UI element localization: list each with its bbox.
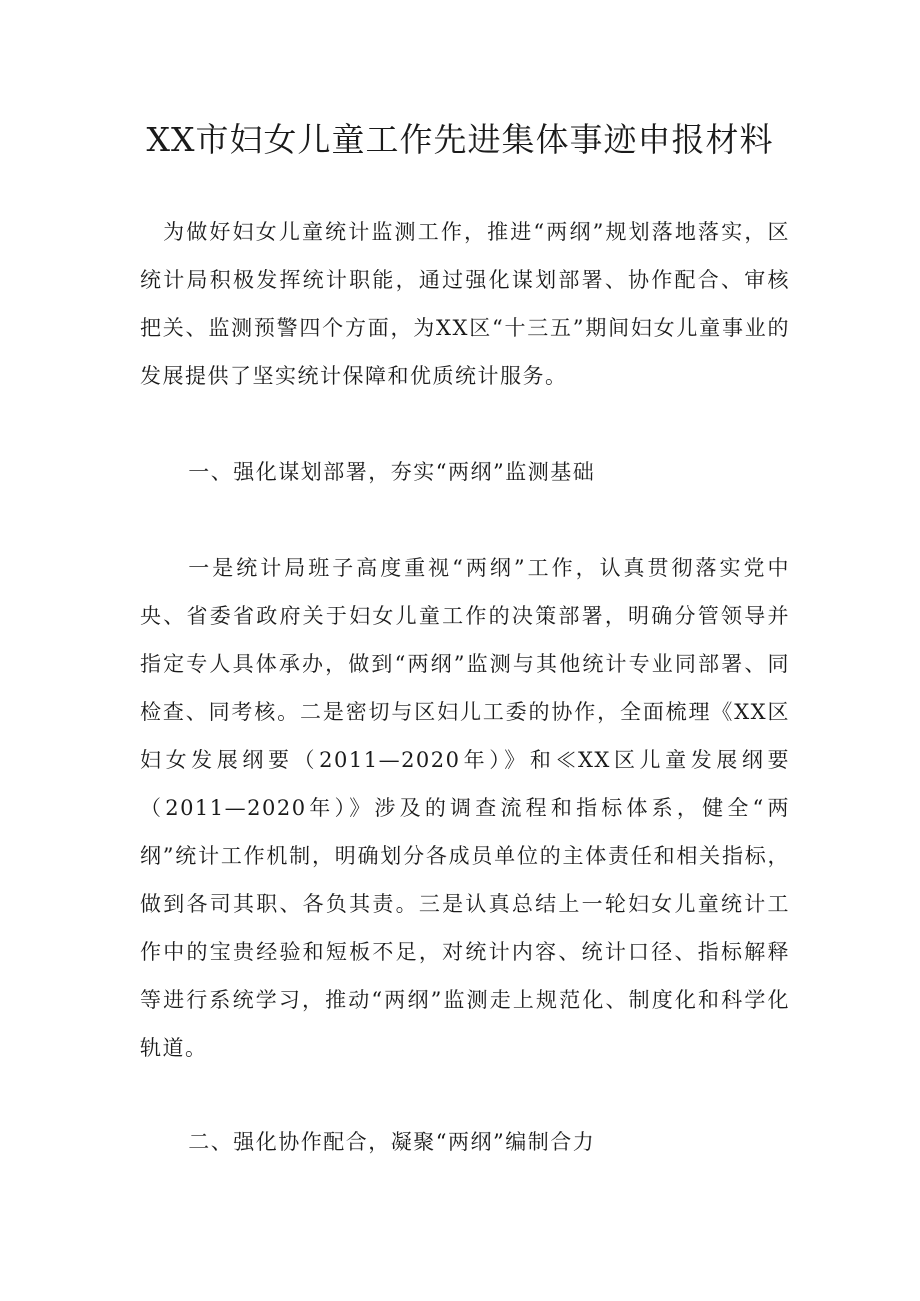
section-1-heading: 一、强化谋划部署，夯实“两纲”监测基础 [188,460,596,484]
section-1-body: 一是统计局班子高度重视“两纲”工作，认真贯彻落实党中央、省委省政府关于妇女儿童工作的决策部署，明确分管领导并指定专人具体承办，做到“两纲”监测与其他统计专业同部署、同检查、同考核。二是密切与区妇儿工委的协作，全面梳理《XX区妇女发展纲要（2011—2020年）》和≪XX区儿童发展纲要（2011—2020年）》涉及的调查流程和指标体系，健全“两纲”统计工作机制，明确划分各成员单位的主体责任和相关指标，做到各司其职、各负其责。三是认真总结上一轮妇女儿童统计工作中的宝贵经验和短板不足，对统计内容、统计口径、指标解释等进行系统学习，推动“两纲”监测走上规范化、制度化和科学化轨道。 [140,556,790,1060]
intro-paragraph: 为做好妇女儿童统计监测工作，推进“两纲”规划落地落实，区统计局积极发挥统计职能，通过强化谋划部署、协作配合、审核把关、监测预警四个方面，为XX区“十三五”期间妇女儿童事业的发展提供了坚实统计保障和优质统计服务。 [140,220,790,388]
section-2-heading: 二、强化协作配合，凝聚“两纲”编制合力 [188,1130,596,1154]
document-title: XX市妇女儿童工作先进集体事迹申报材料 [146,120,774,159]
